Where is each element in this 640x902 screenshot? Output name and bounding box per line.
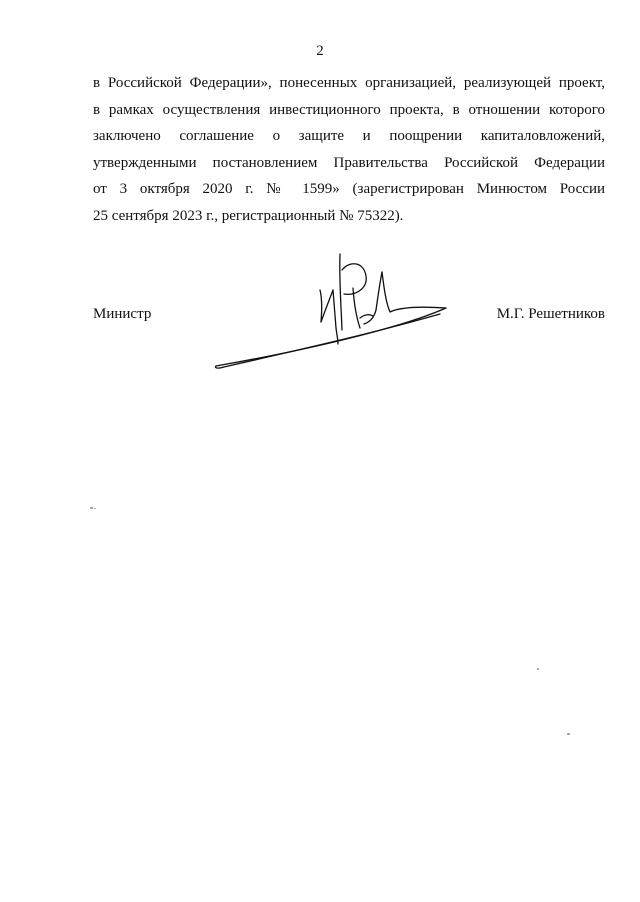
body-line: от 3 октября 2020 г. № 1599» (зарегистрирован Минюстом России bbox=[93, 181, 605, 198]
scan-speck bbox=[537, 668, 539, 670]
signer-name: М.Г. Решетников bbox=[496, 306, 605, 322]
body-line: в рамках осуществления инвестиционного проекта, в отношении которого bbox=[93, 101, 605, 118]
body-line: в Российской Федерации», понесенных организацией, реализующей проект, bbox=[93, 75, 605, 91]
body-line: заключено соглашение о защите и поощрении капиталовложений, bbox=[93, 128, 605, 145]
body-line: утвержденными постановлением Правительства Российской Федерации bbox=[93, 154, 605, 171]
page-number: 2 bbox=[316, 43, 324, 59]
scan-speck bbox=[94, 508, 96, 509]
scan-speck bbox=[567, 733, 570, 735]
document-body bbox=[93, 70, 605, 230]
scan-speck bbox=[90, 507, 93, 509]
handwritten-signature bbox=[210, 248, 455, 370]
signer-position: Министр bbox=[93, 306, 152, 322]
body-line: 25 сентября 2023 г., регистрационный № 75322). bbox=[93, 207, 404, 224]
